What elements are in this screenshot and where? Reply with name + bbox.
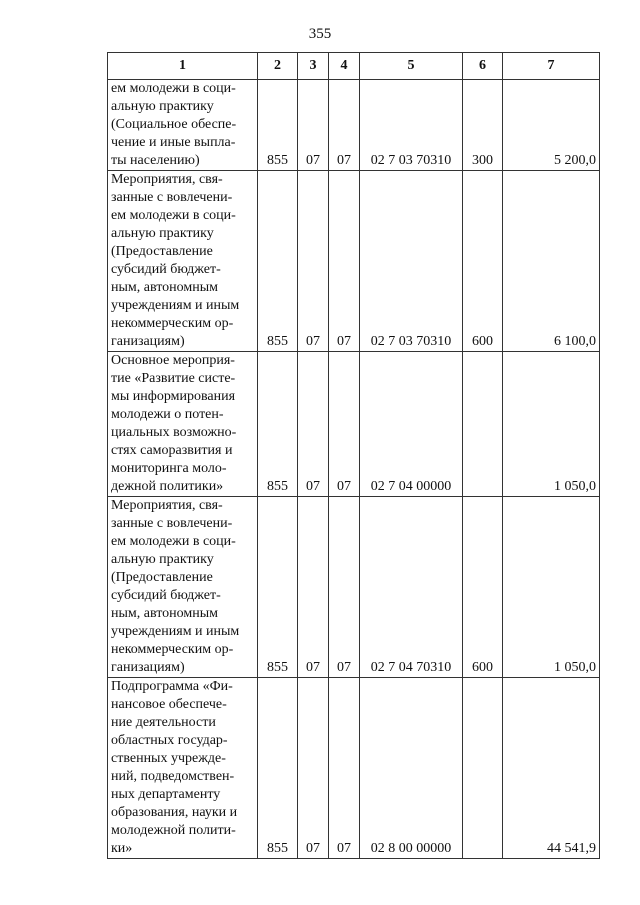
row-section-code: 07 <box>298 352 329 497</box>
row-ministry-code: 855 <box>258 678 298 859</box>
header-col-2: 2 <box>258 53 298 80</box>
row-ministry-code: 855 <box>258 352 298 497</box>
row-section-code: 07 <box>298 80 329 171</box>
table-header <box>108 53 600 80</box>
row-amount: 6 100,0 <box>503 171 600 352</box>
row-expense-type: 600 <box>463 171 503 352</box>
row-section-code: 07 <box>298 678 329 859</box>
row-expense-type: 300 <box>463 80 503 171</box>
row-subsection-code: 07 <box>329 80 360 171</box>
row-subsection-code: 07 <box>329 497 360 678</box>
row-description: Мероприятия, свя- занные с вовлечени- ем молодежи в соци- альную практику (Предоставление субсидий бюджет- ным, автономным учреждениям и иным некоммерческим ор- ганизациям) <box>108 171 258 352</box>
row-target-article: 02 7 03 70310 <box>360 171 463 352</box>
row-amount: 44 541,9 <box>503 678 600 859</box>
table-row <box>108 497 600 678</box>
table-row <box>108 678 600 859</box>
row-description: ем молодежи в соци- альную практику (Социальное обеспе- чение и иные выпла- ты населению) <box>108 80 258 171</box>
row-expense-type <box>463 352 503 497</box>
table-row <box>108 352 600 497</box>
header-col-4: 4 <box>329 53 360 80</box>
row-subsection-code: 07 <box>329 352 360 497</box>
row-target-article: 02 7 03 70310 <box>360 80 463 171</box>
row-amount: 1 050,0 <box>503 352 600 497</box>
row-target-article: 02 7 04 70310 <box>360 497 463 678</box>
row-description: Основное мероприя- тие «Развитие систе- мы информирования молодежи о потен- циальных возможно- стях саморазвития и мониторинга моло- дежной политики» <box>108 352 258 497</box>
row-ministry-code: 855 <box>258 497 298 678</box>
row-amount: 1 050,0 <box>503 497 600 678</box>
row-subsection-code: 07 <box>329 678 360 859</box>
row-target-article: 02 8 00 00000 <box>360 678 463 859</box>
row-description: Подпрограмма «Фи- нансовое обеспече- ние деятельности областных государ- ственных учрежде- ний, подведомствен- ных департаменту образования, науки и молодежной полити- ки» <box>108 678 258 859</box>
row-target-article: 02 7 04 00000 <box>360 352 463 497</box>
table-row <box>108 171 600 352</box>
table-body <box>108 80 600 859</box>
page-number: 355 <box>308 26 332 42</box>
row-subsection-code: 07 <box>329 171 360 352</box>
header-col-6: 6 <box>463 53 503 80</box>
budget-table <box>107 52 600 859</box>
row-ministry-code: 855 <box>258 171 298 352</box>
header-col-7: 7 <box>503 53 600 80</box>
row-section-code: 07 <box>298 497 329 678</box>
header-col-1: 1 <box>108 53 258 80</box>
row-ministry-code: 855 <box>258 80 298 171</box>
row-expense-type: 600 <box>463 497 503 678</box>
header-col-5: 5 <box>360 53 463 80</box>
header-row <box>108 53 600 80</box>
table-row <box>108 80 600 171</box>
row-amount: 5 200,0 <box>503 80 600 171</box>
row-expense-type <box>463 678 503 859</box>
row-section-code: 07 <box>298 171 329 352</box>
row-description: Мероприятия, свя- занные с вовлечени- ем молодежи в соци- альную практику (Предоставление субсидий бюджет- ным, автономным учреждениям и иным некоммерческим ор- ганизациям) <box>108 497 258 678</box>
header-col-3: 3 <box>298 53 329 80</box>
